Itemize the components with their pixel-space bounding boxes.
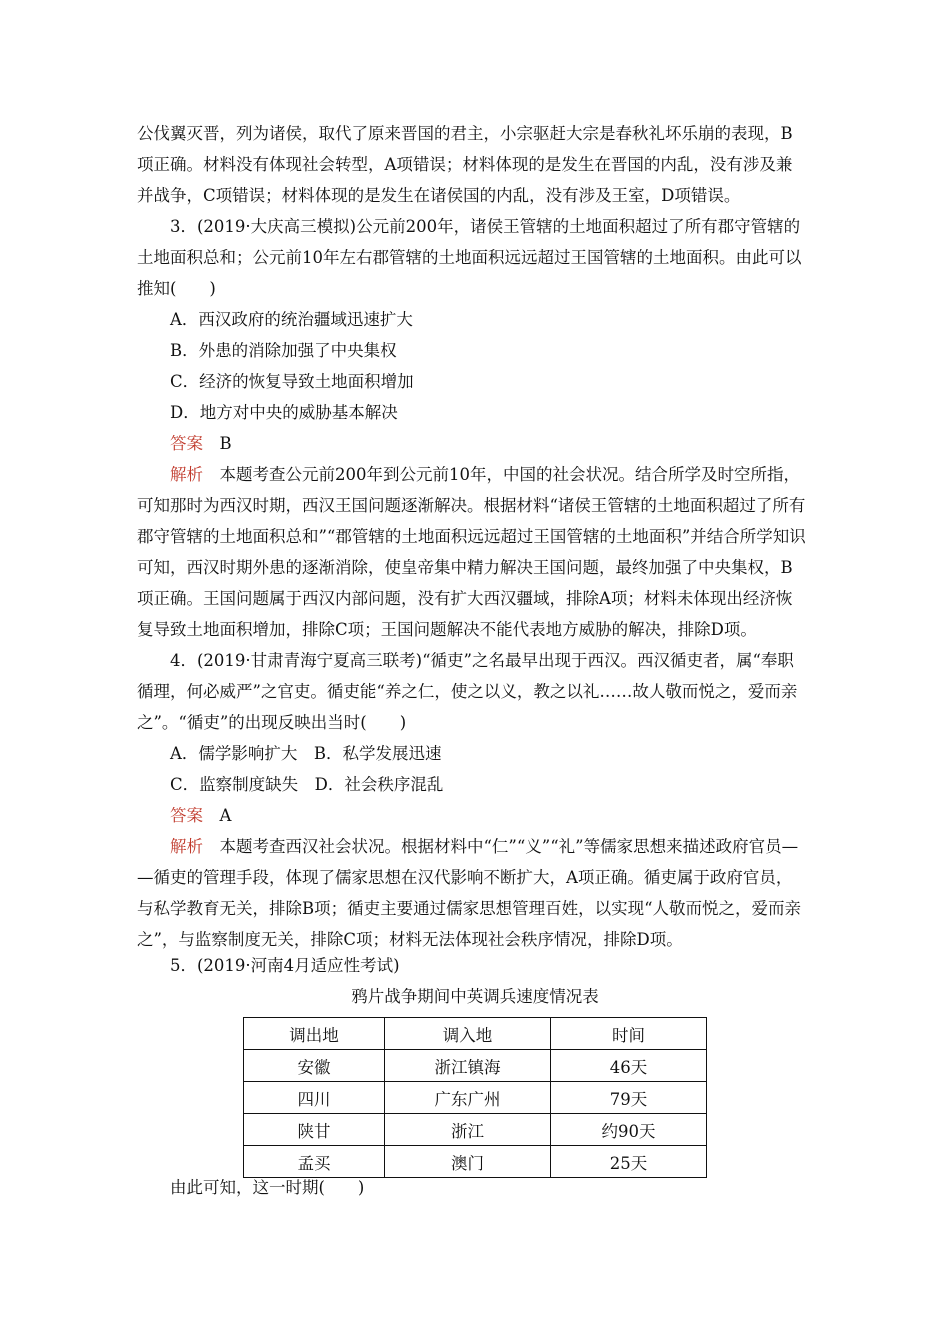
troop-speed-table xyxy=(243,1017,707,1178)
table-cell: 孟买 xyxy=(244,1146,385,1178)
table-header: 调出地 xyxy=(244,1018,385,1050)
q4-options-ab: A．儒学影响扩大 B．私学发展迅速 xyxy=(170,744,442,763)
table-cell: 广东广州 xyxy=(385,1082,551,1114)
analysis-text: 本题考查公元前200年到公元前10年，中国的社会状况。结合所学及时空所指， xyxy=(219,465,800,484)
table-row xyxy=(244,1082,707,1114)
table-cell: 25天 xyxy=(551,1146,707,1178)
table-cell: 约90天 xyxy=(551,1114,707,1146)
text-line: 公伐翼灭晋，列为诸侯，取代了原来晋国的君主，小宗驱赶大宗是春秋礼坏乐崩的表现，B xyxy=(137,124,793,143)
table-title: 鸦片战争期间中英调兵速度情况表 xyxy=(351,987,599,1006)
q3-stem: 土地面积总和；公元前10年左右郡管辖的土地面积远远超过王国管辖的土地面积。由此可以 xyxy=(137,248,802,267)
q4-answer xyxy=(170,806,850,826)
table-cell: 陕甘 xyxy=(244,1114,385,1146)
answer-value: B xyxy=(219,434,232,453)
text-line: 并战争，C项错误；材料体现的是发生在诸侯国的内乱，没有涉及王室，D项错误。 xyxy=(137,186,741,205)
q3-analysis-line: 可知，西汉时期外患的逐渐消除，使皇帝集中精力解决王国问题，最终加强了中央集权，B xyxy=(137,558,793,577)
table-cell: 79天 xyxy=(551,1082,707,1114)
answer-label: 答案 xyxy=(170,806,203,825)
q3-stem: 3．(2019·大庆高三模拟)公元前200年，诸侯王管辖的土地面积超过了所有郡守管辖的 xyxy=(170,217,801,236)
answer-value: A xyxy=(219,806,232,825)
q3-option-d: D．地方对中央的威胁基本解决 xyxy=(170,403,398,422)
table-row xyxy=(244,1146,707,1178)
table-cell: 澳门 xyxy=(385,1146,551,1178)
q3-option-b: B．外患的消除加强了中央集权 xyxy=(170,341,397,360)
table-row xyxy=(244,1114,707,1146)
table-cell: 浙江镇海 xyxy=(385,1050,551,1082)
q3-analysis-line: 项正确。王国问题属于西汉内部问题，没有扩大西汉疆域，排除A项；材料未体现出经济恢 xyxy=(137,589,793,608)
table-cell: 安徽 xyxy=(244,1050,385,1082)
q4-stem: 之”。“循吏”的出现反映出当时( ) xyxy=(137,713,407,732)
q3-stem: 推知( ) xyxy=(137,279,216,298)
analysis-label: 解析 xyxy=(170,465,203,484)
q3-option-a: A．西汉政府的统治疆域迅速扩大 xyxy=(170,310,413,329)
q4-analysis-line: 与私学教育无关，排除B项；循吏主要通过儒家思想管理百姓，以实现“人敬而悦之，爱而亲 xyxy=(137,899,802,918)
q4-analysis xyxy=(170,837,850,857)
table-cell: 46天 xyxy=(551,1050,707,1082)
table-row xyxy=(244,1050,707,1082)
q3-analysis xyxy=(170,465,850,485)
q4-analysis-line: 之”，与监察制度无关，排除C项；材料无法体现社会秩序情况，排除D项。 xyxy=(137,930,683,949)
q3-analysis-line: 郡守管辖的土地面积总和”“郡管辖的土地面积远远超过王国管辖的土地面积”并结合所学知识 xyxy=(137,527,806,546)
table-header: 调入地 xyxy=(385,1018,551,1050)
q3-answer xyxy=(170,434,850,454)
q5-question: 由此可知，这一时期( ) xyxy=(170,1178,365,1197)
q4-stem: 循理，何必威严”之官吏。循吏能“养之仁，使之以义，教之以礼……故人敬而悦之，爱而亲 xyxy=(137,682,798,701)
answer-label: 答案 xyxy=(170,434,203,453)
table-header: 时间 xyxy=(551,1018,707,1050)
q3-option-c: C．经济的恢复导致土地面积增加 xyxy=(170,372,414,391)
q4-analysis-line: —循吏的管理手段，体现了儒家思想在汉代影响不断扩大，A项正确。循吏属于政府官员， xyxy=(137,868,793,887)
table-header-row xyxy=(244,1018,707,1050)
q3-analysis-line: 复导致土地面积增加，排除C项；王国问题解决不能代表地方威胁的解决，排除D项。 xyxy=(137,620,757,639)
q4-stem: 4．(2019·甘肃青海宁夏高三联考)“循吏”之名最早出现于西汉。西汉循吏者，属“奉职 xyxy=(170,651,794,670)
analysis-label: 解析 xyxy=(170,837,203,856)
text-line: 项正确。材料没有体现社会转型，A项错误；材料体现的是发生在晋国的内乱，没有涉及兼 xyxy=(137,155,793,174)
table-cell: 浙江 xyxy=(385,1114,551,1146)
q4-options-cd: C．监察制度缺失 D．社会秩序混乱 xyxy=(170,775,444,794)
q3-analysis-line: 可知那时为西汉时期，西汉王国问题逐渐解决。根据材料“诸侯王管辖的土地面积超过了所有 xyxy=(137,496,806,515)
table-cell: 四川 xyxy=(244,1082,385,1114)
analysis-text: 本题考查西汉社会状况。根据材料中“仁”“义”“礼”等儒家思想来描述政府官员— xyxy=(219,837,799,856)
q5-stem: 5．(2019·河南4月适应性考试) xyxy=(170,956,400,975)
